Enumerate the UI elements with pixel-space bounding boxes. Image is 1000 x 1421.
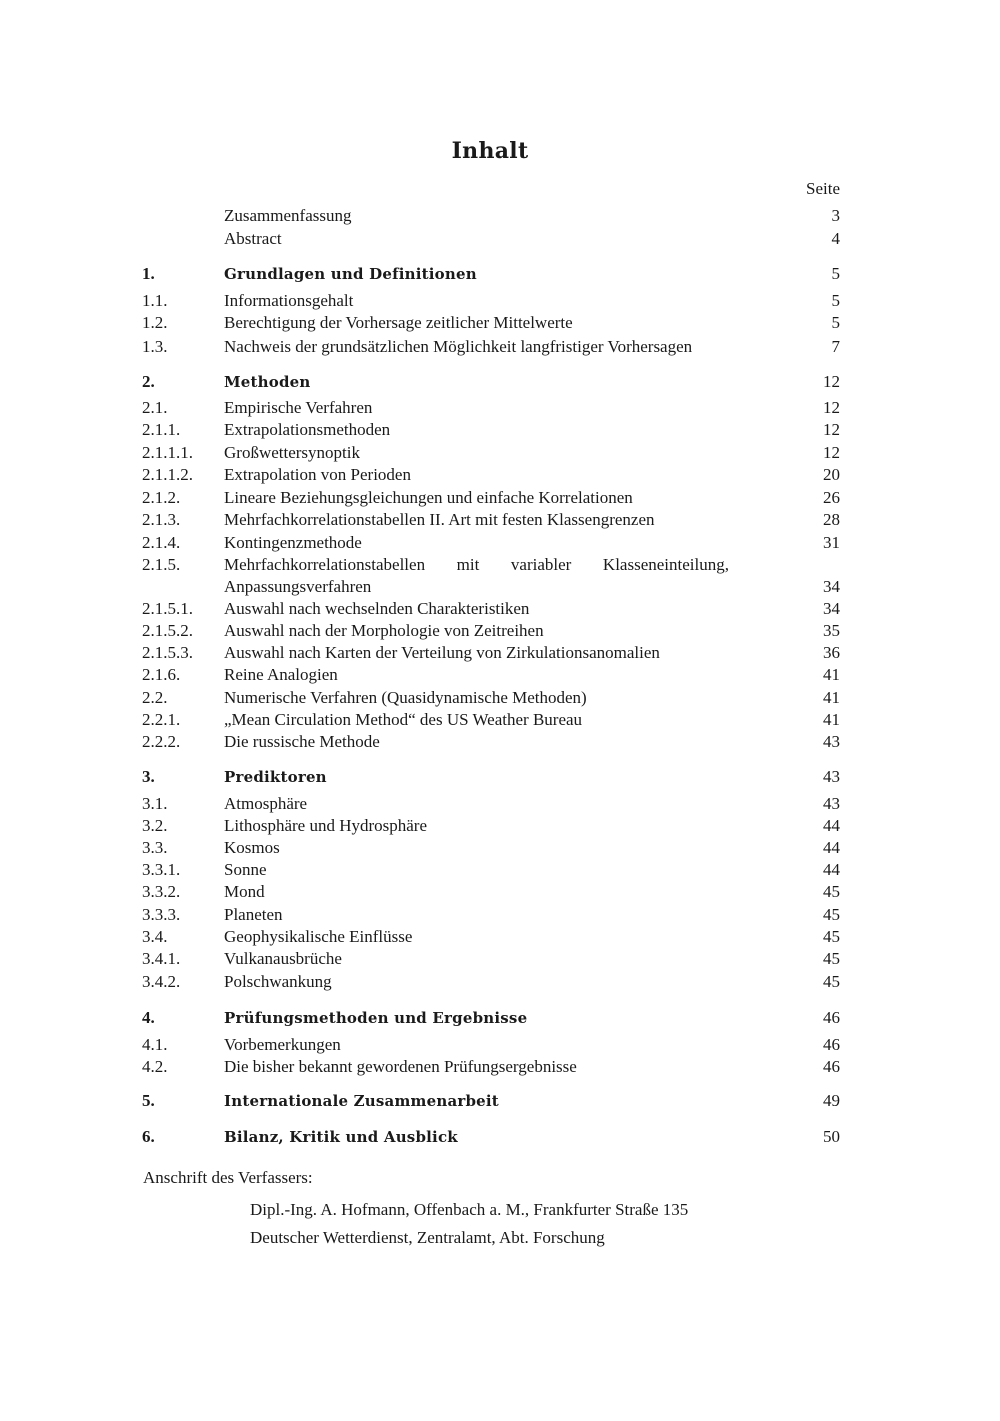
toc-entry	[0, 554, 1000, 576]
toc-entry	[0, 926, 1000, 948]
toc-entry-title: Auswahl nach der Morphologie von Zeitreihen	[224, 621, 544, 640]
toc-entry-number: 3.3.	[142, 838, 168, 857]
toc-entry-number: 1.1.	[142, 291, 168, 310]
toc-entry	[0, 1034, 1000, 1056]
toc-entry-page: 5	[831, 313, 840, 332]
toc-entry-page: 7	[831, 337, 840, 356]
toc-entry-title: Abstract	[224, 229, 282, 248]
toc-entry-page: 45	[823, 927, 840, 946]
toc-entry-page: 44	[823, 860, 840, 879]
author-address-line-2: Deutscher Wetterdienst, Zentralamt, Abt. Forschung	[250, 1228, 605, 1247]
toc-entry-title: Lineare Beziehungsgleichungen und einfache Korrelationen	[224, 488, 633, 507]
toc-entry	[0, 464, 1000, 486]
toc-entry-number: 3.1.	[142, 794, 168, 813]
toc-entry	[0, 336, 1000, 358]
toc-entry-title: Vorbemerkungen	[224, 1035, 341, 1054]
toc-entry-title: Geophysikalische Einflüsse	[224, 927, 413, 946]
toc-entry-page: 12	[823, 372, 840, 391]
toc-entry	[0, 709, 1000, 731]
toc-entry-number: 3.3.3.	[142, 905, 181, 924]
toc-entry-title: Reine Analogien	[224, 665, 338, 684]
toc-entry-title: Berechtigung der Vorhersage zeitlicher Mittelwerte	[224, 313, 573, 332]
toc-entry-page: 28	[823, 510, 840, 529]
toc-entry	[0, 419, 1000, 441]
toc-entry-number: 3.4.2.	[142, 972, 181, 991]
toc-entry-title: Großwettersynoptik	[224, 443, 360, 462]
toc-entry-title: Prediktoren	[224, 768, 327, 786]
toc-entry-title: Bilanz, Kritik und Ausblick	[224, 1128, 458, 1146]
toc-entry-number: 3.4.	[142, 927, 168, 946]
toc-entry	[0, 598, 1000, 620]
toc-entry	[0, 1090, 1000, 1112]
toc-entry-title: Atmosphäre	[224, 794, 308, 813]
toc-entry-page: 46	[823, 1057, 840, 1076]
toc-entry-page: 46	[823, 1035, 840, 1054]
toc-entry-page: 12	[823, 420, 840, 439]
author-address-line-1: Dipl.-Ing. A. Hofmann, Offenbach a. M., Frankfurter Straße 135	[250, 1200, 689, 1219]
toc-entry-title: „Mean Circulation Method“ des US Weather Bureau	[224, 710, 583, 729]
toc-entry-title: Numerische Verfahren (Quasidynamische Methoden)	[224, 688, 587, 707]
toc-entry-number: 5.	[142, 1091, 155, 1110]
toc-entry-number: 2.1.1.	[142, 420, 181, 439]
toc-entry-page: 49	[823, 1091, 840, 1110]
toc-entry-page: 43	[823, 767, 840, 786]
toc-entry-number: 2.2.	[142, 688, 168, 707]
toc-entry	[0, 228, 1000, 250]
toc-entry-title: Informationsgehalt	[224, 291, 354, 310]
toc-entry-number: 2.1.5.1.	[142, 599, 193, 618]
toc-entry-page: 41	[823, 710, 840, 729]
toc-entry-title: Mehrfachkorrelationstabellen II. Art mit festen Klassengrenzen	[224, 510, 655, 529]
toc-entry-number: 2.1.4.	[142, 533, 181, 552]
toc-entry-title: Planeten	[224, 905, 283, 924]
page-column-label: Seite	[806, 179, 840, 198]
toc-entry-page: 5	[831, 264, 840, 283]
page-title: Inhalt	[451, 138, 529, 164]
toc-entry-page: 35	[823, 621, 840, 640]
toc-entry-page: 44	[823, 816, 840, 835]
toc-entry-number: 2.1.1.2.	[142, 465, 193, 484]
toc-entry-page: 46	[823, 1008, 840, 1027]
toc-entry-number: 3.4.1.	[142, 949, 181, 968]
toc-entry	[0, 731, 1000, 753]
toc-entry	[0, 904, 1000, 926]
toc-entry-page: 43	[823, 794, 840, 813]
toc-entry-page: 41	[823, 688, 840, 707]
toc-entry	[0, 881, 1000, 903]
toc-entry-page: 34	[823, 577, 840, 596]
toc-entry-number: 2.1.	[142, 398, 168, 417]
toc-entry-page: 43	[823, 732, 840, 751]
toc-entry-number: 3.3.2.	[142, 882, 181, 901]
toc-entry	[0, 205, 1000, 227]
toc-entry-title: Grundlagen und Definitionen	[224, 265, 477, 283]
toc-entry	[0, 687, 1000, 709]
toc-entry	[0, 620, 1000, 642]
toc-entry-title: Polschwankung	[224, 972, 332, 991]
toc-entry-title: Die russische Methode	[224, 732, 380, 751]
toc-entry-number: 1.3.	[142, 337, 168, 356]
toc-entry-title: Nachweis der grundsätzlichen Möglichkeit langfristiger Vorhersagen	[224, 337, 693, 356]
toc-entry	[0, 793, 1000, 815]
toc-entry	[0, 312, 1000, 334]
toc-entry-page: 20	[823, 465, 840, 484]
toc-entry-number: 2.2.2.	[142, 732, 181, 751]
toc-entry-title: Zusammenfassung	[224, 206, 352, 225]
toc-entry-title: Mond	[224, 882, 265, 901]
toc-entry-page: 45	[823, 949, 840, 968]
toc-entry-title: Mehrfachkorrelationstabellen mit variabler Klasseneinteilung,	[224, 555, 729, 574]
toc-entry-title: Internationale Zusammenarbeit	[224, 1092, 499, 1110]
toc-entry-page: 45	[823, 882, 840, 901]
toc-entry	[0, 509, 1000, 531]
toc-entry-number: 2.1.2.	[142, 488, 181, 507]
toc-entry-number: 1.	[142, 264, 155, 283]
toc-entry-number: 3.2.	[142, 816, 168, 835]
toc-entry-page: 4	[831, 229, 840, 248]
toc-entry	[0, 766, 1000, 788]
toc-entry-title: Methoden	[224, 373, 311, 391]
toc-entry-page: 44	[823, 838, 840, 857]
toc-entry	[0, 442, 1000, 464]
toc-entry-number: 3.3.1.	[142, 860, 181, 879]
toc-entry-page: 26	[823, 488, 840, 507]
toc-entry-number: 2.1.6.	[142, 665, 181, 684]
toc-entry	[0, 263, 1000, 285]
toc-entry-number: 2.	[142, 372, 155, 391]
toc-entry	[0, 397, 1000, 419]
toc-entry	[0, 859, 1000, 881]
toc-entry-number: 2.1.1.1.	[142, 443, 193, 462]
toc-entry-page: 12	[823, 443, 840, 462]
toc-entry	[0, 371, 1000, 393]
toc-entry	[0, 532, 1000, 554]
toc-entry-number: 2.1.5.3.	[142, 643, 193, 662]
toc-entry-page: 45	[823, 972, 840, 991]
toc-entry	[0, 1126, 1000, 1148]
toc-entry-page: 45	[823, 905, 840, 924]
toc-entry	[0, 815, 1000, 837]
toc-entry-page: 34	[823, 599, 840, 618]
toc-entry	[0, 576, 1000, 598]
toc-entry-page: 3	[831, 206, 840, 225]
toc-entry-title: Extrapolation von Perioden	[224, 465, 411, 484]
toc-entry	[0, 1007, 1000, 1029]
toc-entry-number: 2.1.3.	[142, 510, 181, 529]
toc-entry-title: Sonne	[224, 860, 267, 879]
toc-entry-number: 3.	[142, 767, 155, 786]
toc-entry-title: Kosmos	[224, 838, 280, 857]
toc-entry-title: Die bisher bekannt gewordenen Prüfungsergebnisse	[224, 1057, 577, 1076]
toc-entry-page: 50	[823, 1127, 840, 1146]
toc-entry-title: Auswahl nach wechselnden Charakteristiken	[224, 599, 530, 618]
toc-entry	[0, 837, 1000, 859]
toc-entry-title: Empirische Verfahren	[224, 398, 373, 417]
author-address-label: Anschrift des Verfassers:	[143, 1168, 313, 1187]
toc-entry-page: 41	[823, 665, 840, 684]
toc-entry	[0, 1056, 1000, 1078]
toc-entry-number: 4.1.	[142, 1035, 168, 1054]
toc-entry-title: Kontingenzmethode	[224, 533, 362, 552]
toc-entry-page: 5	[831, 291, 840, 310]
toc-entry-page: 31	[823, 533, 840, 552]
toc-entry-number: 1.2.	[142, 313, 168, 332]
toc-entry-number: 6.	[142, 1127, 155, 1146]
toc-entry	[0, 971, 1000, 993]
toc-entry-title: Extrapolationsmethoden	[224, 420, 391, 439]
toc-entry	[0, 948, 1000, 970]
toc-entry-title: Lithosphäre und Hydrosphäre	[224, 816, 428, 835]
toc-entry-number: 4.	[142, 1008, 155, 1027]
toc-entry-title: Vulkanausbrüche	[224, 949, 342, 968]
toc-entry-number: 2.2.1.	[142, 710, 181, 729]
toc-entry	[0, 642, 1000, 664]
toc-entry	[0, 290, 1000, 312]
toc-entry-page: 12	[823, 398, 840, 417]
toc-entry-title: Prüfungsmethoden und Ergebnisse	[224, 1009, 528, 1027]
toc-entry-number: 4.2.	[142, 1057, 168, 1076]
toc-entry-number: 2.1.5.2.	[142, 621, 193, 640]
toc-entry-page: 36	[823, 643, 840, 662]
toc-entry	[0, 487, 1000, 509]
toc-entry-title: Auswahl nach Karten der Verteilung von Zirkulationsanomalien	[224, 643, 660, 662]
toc-entry-number: 2.1.5.	[142, 555, 181, 574]
toc-entry	[0, 664, 1000, 686]
toc-entry-title: Anpassungsverfahren	[224, 577, 372, 596]
